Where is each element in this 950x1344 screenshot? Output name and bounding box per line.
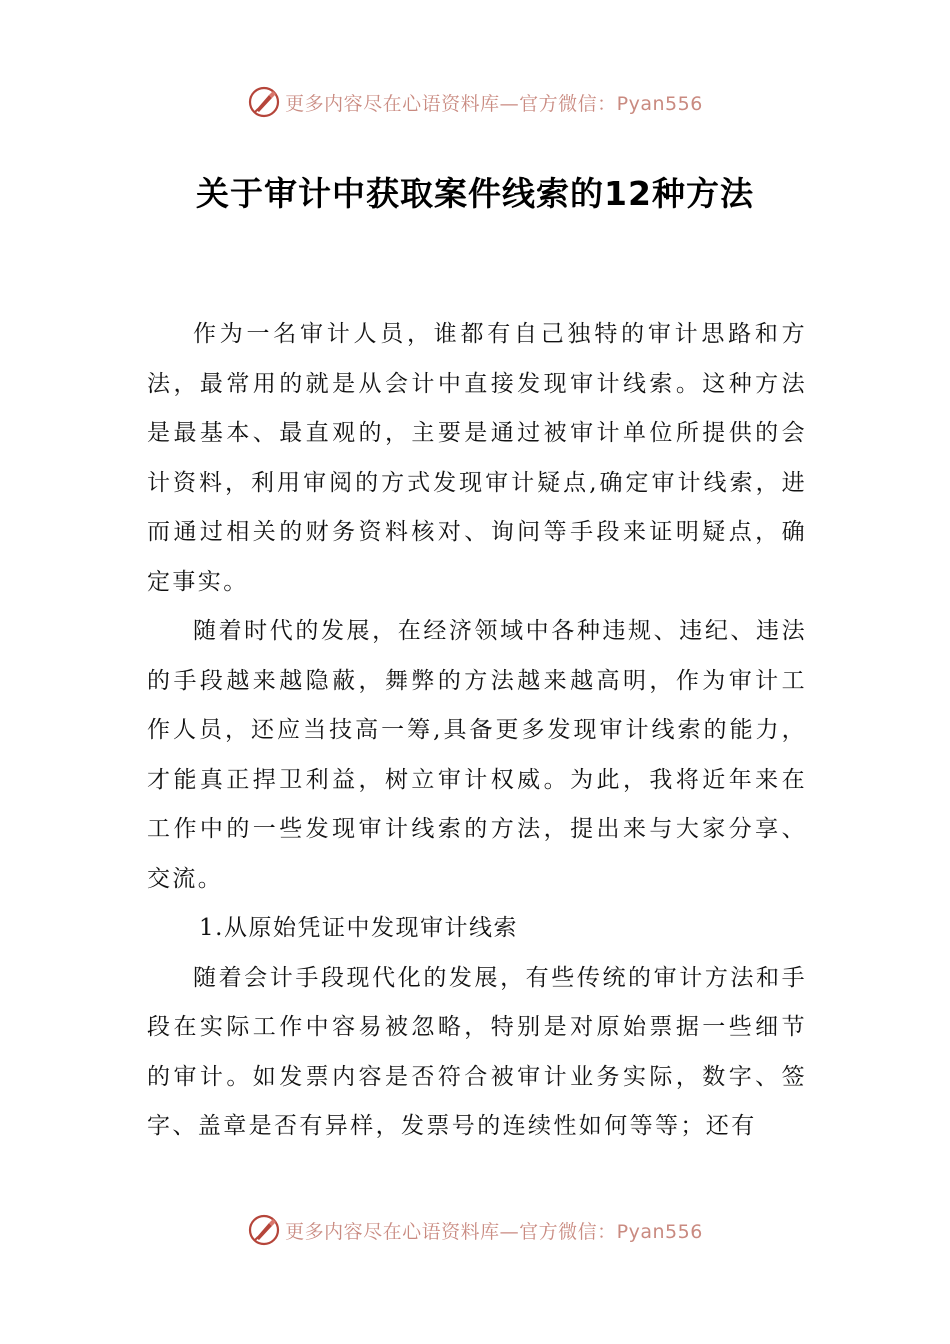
paragraph-1: 作为一名审计人员，谁都有自己独特的审计思路和方法，最常用的就是从会计中直接发现审计线索。这种方法是最基本、最直观的，主要是通过被审计单位所提供的会计资料，利用审阅的方式发现审计疑点,确定审计线索，进而通过相关的财务资料核对、询问等手段来证明疑点，确定事实。 bbox=[147, 321, 807, 595]
footer-banner-handle: Pyan556 bbox=[616, 1220, 703, 1243]
footer-banner-label: 更多内容尽在心语资料库—官方微信： bbox=[285, 1220, 617, 1243]
section-1-heading: 1.从原始凭证中发现审计线索 bbox=[199, 915, 518, 941]
header-banner-label: 更多内容尽在心语资料库—官方微信： bbox=[285, 92, 617, 115]
document-title: 关于审计中获取案件线索的12种方法 bbox=[196, 174, 754, 213]
pen-logo-icon bbox=[247, 85, 281, 119]
paragraph-2: 随着时代的发展，在经济领域中各种违规、违纪、违法的手段越来越隐蔽，舞弊的方法越来越高明，作为审计工作人员，还应当技高一筹,具备更多发现审计线索的能力，才能真正捍卫利益，树立审计权威。为此，我将近年来在工作中的一些发现审计线索的方法，提出来与大家分享、交流。 bbox=[147, 618, 807, 892]
footer-banner bbox=[0, 1210, 950, 1250]
header-banner-handle: Pyan556 bbox=[616, 92, 703, 115]
section-1-paragraph: 随着会计手段现代化的发展，有些传统的审计方法和手段在实际工作中容易被忽略，特别是对原始票据一些细节的审计。如发票内容是否符合被审计业务实际，数字、签字、盖章是否有异样，发票号的连续性如何等等；还有 bbox=[147, 964, 807, 1139]
pen-logo-icon bbox=[247, 1213, 281, 1247]
footer-banner-text bbox=[285, 1217, 703, 1244]
header-banner-text bbox=[285, 89, 703, 116]
document-body bbox=[147, 310, 807, 1152]
header-banner bbox=[0, 82, 950, 122]
